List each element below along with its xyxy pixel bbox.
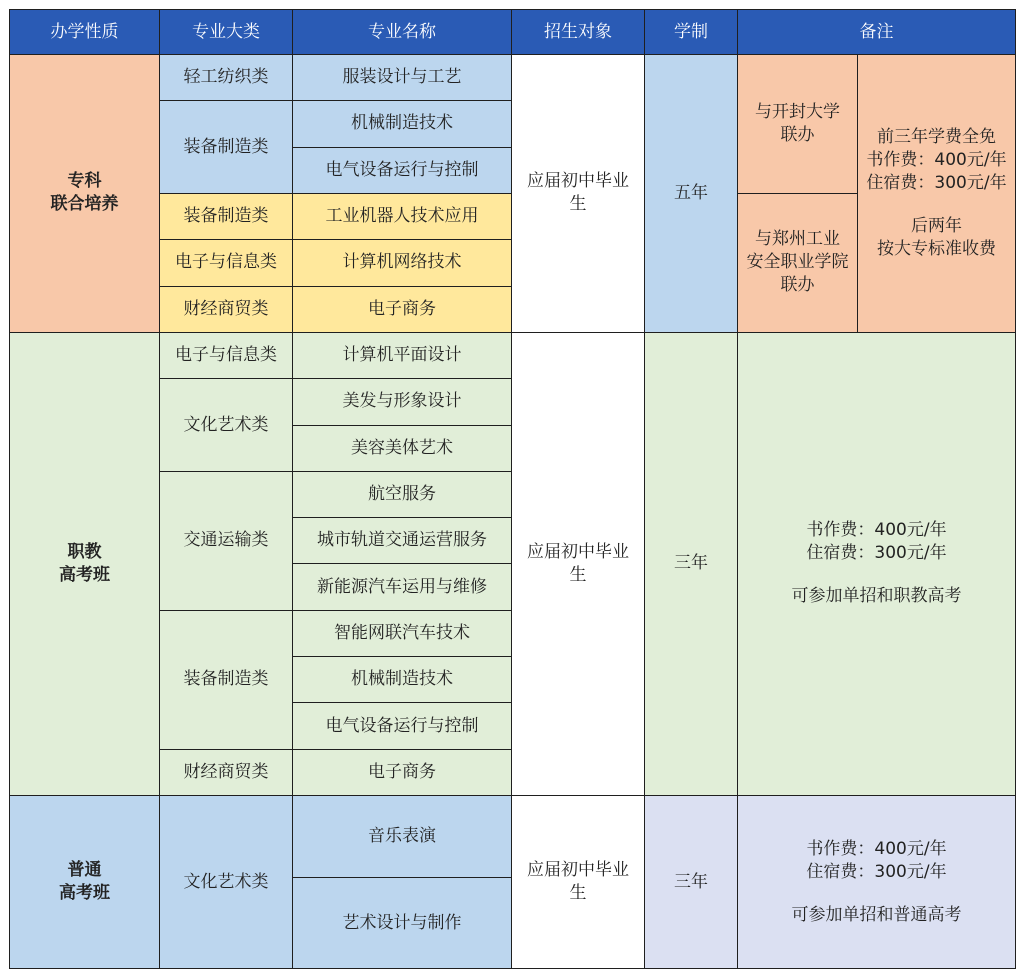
category-cell: 财经商贸类 — [160, 286, 293, 332]
category-cell: 轻工纺织类 — [160, 55, 293, 101]
major-cell: 新能源汽车运用与维修 — [293, 564, 512, 610]
fee-note-cell — [858, 55, 1016, 333]
exam-note: 可参加单招和普通高考 — [791, 904, 962, 925]
target-line: 生 — [569, 564, 587, 585]
major-cell: 机械制造技术 — [293, 657, 512, 703]
duration-cell: 三年 — [645, 332, 738, 795]
duration-cell: 三年 — [645, 796, 738, 969]
category-cell: 文化艺术类 — [160, 796, 293, 969]
target-line: 应届初中毕业 — [527, 171, 629, 192]
header-nature: 办学性质 — [10, 10, 160, 55]
target-line: 生 — [569, 194, 587, 215]
nature-line: 普通 — [67, 860, 102, 880]
fee-line: 住宿费：300元/年 — [866, 172, 1007, 193]
major-cell: 航空服务 — [293, 471, 512, 517]
partner-line: 联办 — [780, 124, 815, 145]
target-line: 生 — [569, 883, 587, 903]
major-cell: 美发与形象设计 — [293, 379, 512, 425]
category-cell: 文化艺术类 — [160, 379, 293, 472]
fee-line: 后两年 — [911, 215, 962, 236]
duration-cell: 五年 — [645, 55, 738, 333]
fee-line: 书作费：400元/年 — [806, 520, 947, 541]
spacer — [862, 195, 1011, 215]
target-cell — [512, 332, 645, 795]
header-target: 招生对象 — [512, 10, 645, 55]
nature-line: 专科 — [67, 171, 102, 192]
target-cell — [512, 55, 645, 333]
fee-line: 按大专标准收费 — [877, 238, 996, 259]
fee-line: 书作费：400元/年 — [866, 149, 1007, 170]
header-duration: 学制 — [645, 10, 738, 55]
fee-line: 前三年学费全免 — [877, 126, 996, 147]
table-row — [10, 796, 1016, 878]
major-cell: 计算机网络技术 — [293, 240, 512, 286]
partner-line: 安全职业学院 — [746, 252, 849, 273]
nature-cell-vocational — [10, 332, 160, 795]
spacer — [742, 565, 1011, 585]
header-notes: 备注 — [738, 10, 1016, 55]
partner-cell-kaifeng — [738, 55, 858, 194]
nature-line: 联合培养 — [50, 194, 119, 215]
nature-cell-general — [10, 796, 160, 969]
header-row — [10, 10, 1016, 55]
program-table — [9, 9, 1016, 969]
major-cell: 计算机平面设计 — [293, 332, 512, 378]
fee-line: 住宿费：300元/年 — [806, 543, 947, 564]
major-cell: 城市轨道交通运营服务 — [293, 518, 512, 564]
major-cell: 电子商务 — [293, 286, 512, 332]
table-row — [10, 332, 1016, 378]
header-category: 专业大类 — [160, 10, 293, 55]
category-cell: 电子与信息类 — [160, 332, 293, 378]
major-cell: 美容美体艺术 — [293, 425, 512, 471]
major-cell: 电气设备运行与控制 — [293, 147, 512, 193]
major-cell: 机械制造技术 — [293, 101, 512, 147]
notes-cell — [738, 332, 1016, 795]
category-cell: 装备制造类 — [160, 193, 293, 239]
fee-line: 住宿费：300元/年 — [806, 861, 947, 882]
nature-line: 高考班 — [59, 883, 110, 903]
partner-line: 与开封大学 — [755, 101, 840, 122]
partner-line: 与郑州工业 — [755, 229, 840, 250]
category-cell: 电子与信息类 — [160, 240, 293, 286]
exam-note: 可参加单招和职教高考 — [791, 586, 962, 607]
target-line: 应届初中毕业 — [527, 860, 629, 880]
category-cell: 财经商贸类 — [160, 749, 293, 795]
major-cell: 电气设备运行与控制 — [293, 703, 512, 749]
nature-line: 职教 — [67, 541, 102, 562]
nature-cell-joint — [10, 55, 160, 333]
major-cell: 艺术设计与制作 — [293, 878, 512, 969]
fee-line: 书作费：400元/年 — [806, 838, 947, 859]
category-cell: 装备制造类 — [160, 610, 293, 749]
partner-cell-zhengzhou — [738, 193, 858, 332]
major-cell: 音乐表演 — [293, 796, 512, 878]
partner-line: 联办 — [780, 275, 815, 296]
nature-line: 高考班 — [59, 564, 110, 585]
target-line: 应届初中毕业 — [527, 541, 629, 562]
major-cell: 服装设计与工艺 — [293, 55, 512, 101]
notes-cell — [738, 796, 1016, 969]
table-row — [10, 55, 1016, 101]
category-cell: 交通运输类 — [160, 471, 293, 610]
target-cell — [512, 796, 645, 969]
header-major: 专业名称 — [293, 10, 512, 55]
category-cell: 装备制造类 — [160, 101, 293, 194]
major-cell: 智能网联汽车技术 — [293, 610, 512, 656]
major-cell: 电子商务 — [293, 749, 512, 795]
spacer — [742, 884, 1011, 904]
major-cell: 工业机器人技术应用 — [293, 193, 512, 239]
